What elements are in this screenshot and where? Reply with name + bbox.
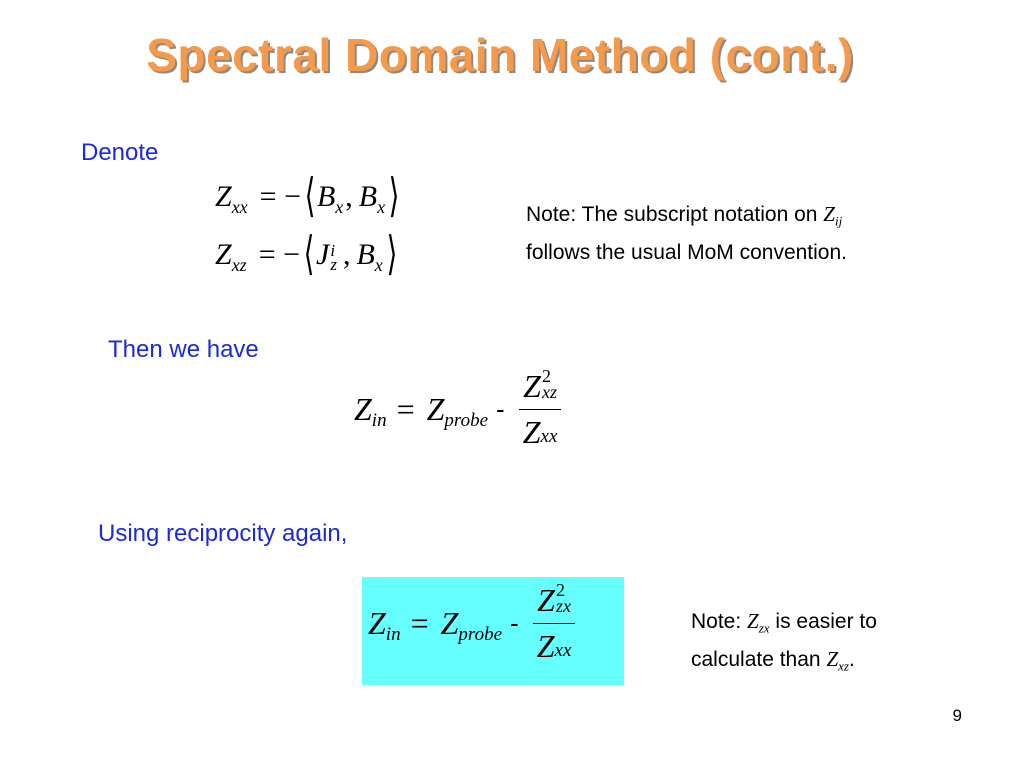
note-line-1 bbox=[691, 606, 877, 644]
eq-subscript: x bbox=[335, 196, 344, 217]
eq-comma: , bbox=[342, 238, 351, 271]
slide-title: Spectral Domain Method (cont.) bbox=[146, 29, 854, 81]
eq-fraction bbox=[533, 582, 576, 665]
eq-symbol: Z bbox=[536, 628, 555, 664]
eq-subscript: probe bbox=[458, 623, 503, 645]
label-using-reciprocity: Using reciprocity again, bbox=[98, 520, 348, 547]
note-symbol: Z bbox=[823, 202, 835, 226]
eq-superscript: 2 bbox=[555, 580, 565, 600]
note-symbol-subscript: ij bbox=[834, 213, 843, 229]
note-line-1 bbox=[526, 199, 847, 237]
fraction-bar bbox=[533, 623, 576, 624]
note-symbol: Z bbox=[826, 646, 839, 671]
eq-subscript: in bbox=[371, 409, 387, 431]
eq-subscript: xz bbox=[231, 254, 247, 275]
eq-subscript: z bbox=[330, 255, 337, 274]
eq-symbol: Z bbox=[215, 180, 232, 213]
eq-numerator bbox=[533, 582, 575, 619]
eq-symbol: Z bbox=[440, 605, 459, 641]
eq-subscript: x bbox=[374, 254, 383, 275]
note-line-2 bbox=[691, 644, 877, 682]
note-easier-to-calculate bbox=[691, 606, 877, 681]
eq-symbol: B bbox=[356, 238, 375, 271]
note-text: calculate than bbox=[691, 647, 827, 671]
note-text: is easier to bbox=[769, 610, 877, 633]
note-symbol-subscript: zx bbox=[758, 620, 770, 636]
eq-symbol: B bbox=[316, 180, 336, 213]
eq-subscript: x bbox=[377, 196, 386, 217]
eq-supsub bbox=[556, 582, 571, 614]
eq-supsub bbox=[542, 368, 557, 400]
eq-subscript: probe bbox=[444, 409, 489, 431]
definition-equations bbox=[215, 170, 455, 290]
eq-subscript: xx bbox=[554, 640, 572, 661]
eq-symbol: Z bbox=[426, 391, 445, 427]
eq-denominator bbox=[533, 628, 576, 665]
eq-superscript: 2 bbox=[541, 366, 551, 386]
label-then-we-have: Then we have bbox=[108, 336, 259, 363]
eq-symbol: Z bbox=[522, 414, 541, 450]
left-angle-bracket: ⟨ bbox=[303, 228, 315, 279]
note-line-2: follows the usual MoM convention. bbox=[526, 240, 847, 264]
right-angle-bracket: ⟩ bbox=[386, 228, 398, 279]
note-symbol: Z bbox=[747, 609, 759, 633]
equation-zin-zx bbox=[368, 582, 575, 665]
eq-symbol: Z bbox=[354, 391, 372, 427]
eq-symbol: B bbox=[358, 180, 378, 213]
eq-subscript: xx bbox=[231, 196, 248, 217]
eq-fraction bbox=[519, 368, 562, 451]
label-denote: Denote bbox=[81, 139, 159, 166]
eq-equals: = bbox=[396, 391, 415, 427]
eq-equals: = bbox=[410, 605, 429, 641]
eq-superscript: i bbox=[330, 241, 336, 260]
eq-minus: - bbox=[510, 608, 519, 638]
note-text: Note: The subscript notation on bbox=[526, 203, 824, 226]
eq-numerator bbox=[519, 368, 561, 405]
eq-subscript: xx bbox=[540, 426, 558, 447]
eq-symbol: Z bbox=[537, 582, 555, 618]
equation-zxx bbox=[215, 170, 401, 224]
eq-symbol: Z bbox=[523, 368, 541, 404]
eq-symbol: Z bbox=[215, 238, 232, 271]
eq-operator: = − bbox=[258, 238, 301, 271]
note-subscript-notation bbox=[526, 199, 847, 268]
eq-subscript: in bbox=[385, 623, 401, 645]
left-angle-bracket: ⟨ bbox=[304, 170, 316, 221]
eq-minus: - bbox=[496, 394, 505, 424]
right-angle-bracket: ⟩ bbox=[388, 170, 400, 221]
eq-subscript: xz bbox=[541, 382, 557, 402]
equation-zin-xz bbox=[354, 368, 561, 451]
note-symbol-subscript: xz bbox=[838, 658, 849, 674]
eq-supsub bbox=[330, 241, 337, 274]
eq-operator: = − bbox=[259, 180, 302, 213]
eq-symbol: J bbox=[315, 238, 330, 271]
eq-subscript: zx bbox=[555, 596, 571, 616]
eq-denominator bbox=[519, 414, 562, 451]
eq-comma: , bbox=[345, 180, 353, 213]
equation-zxz bbox=[215, 228, 399, 282]
eq-symbol: Z bbox=[368, 605, 386, 641]
note-text: Note: bbox=[691, 610, 748, 633]
page-number: 9 bbox=[952, 706, 962, 725]
fraction-bar bbox=[519, 409, 562, 410]
note-text: . bbox=[848, 647, 855, 671]
